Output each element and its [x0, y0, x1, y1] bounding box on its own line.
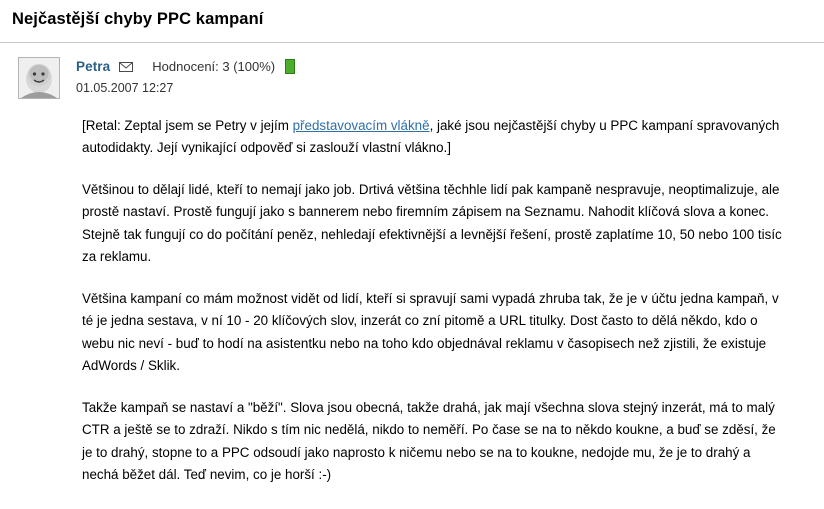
paragraph-text: Většinou to dělají lidé, kteří to nemají jako job. Drtivá většina těchhle lidí pak kampaně nespravuje, neoptimalizuje, ale prostě nastaví. Prostě fungují jako s bannerem nebo firemním zápisem na Seznamu. Nahodit klíčová slova a konec. Stejně tak fungují co do počítání peněz, nehledají efektivnější a levnější řešení, prostě zaplatíme 10, 50 nebo 100 tisíc za reklamu. — [82, 181, 782, 265]
meta-line — [76, 58, 295, 76]
post-body — [82, 115, 787, 487]
rating-bar-indicator — [285, 59, 295, 74]
post-container — [0, 43, 824, 487]
title-bar — [0, 0, 824, 30]
post-meta — [76, 57, 295, 95]
rating-label: Hodnocení: 3 (100%) — [152, 59, 276, 75]
post-paragraph — [82, 397, 787, 487]
envelope-icon[interactable] — [119, 62, 133, 72]
paragraph-text: Většina kampaní co mám možnost vidět od lidí, kteří si spravují sami vypadá zhruba tak, že je v účtu jedna kampaň, v té je jedna sestava, v ní 10 - 20 klíčových slov, inzerát co zní pitomě a URL titulky. Dost často to dělá někdo, kdo o webu nic neví - buď to hodí na asistentku nebo na toho kdo objednával reklamu v časopisech než zjistili, že existuje AdWords / Sklik. — [82, 290, 779, 374]
post-paragraph — [82, 288, 787, 378]
avatar — [18, 57, 60, 99]
page-title: Nejčastější chyby PPC kampaní — [12, 10, 264, 28]
post-paragraph — [82, 179, 787, 269]
post-paragraph — [82, 115, 787, 160]
paragraph-text: [Retal: Zeptal jsem se Petry v jejím — [82, 117, 293, 133]
post-date: 01.05.2007 12:27 — [76, 80, 174, 95]
paragraph-text: , jaké jsou nejčastější chyby u PPC kampaní spravovaných autodidakty. Její vynikající odpověď si zaslouží vlastní vlákno.] — [82, 117, 780, 156]
author-name[interactable]: Petra — [76, 59, 111, 75]
paragraph-text: Takže kampaň se nastaví a "běží". Slova jsou obecná, takže drahá, jak mají všechna slova stejný inzerát, má to malý CTR a ještě se to zdraží. Nikdo s tím nic nedělá, nikdo to neměří. Po čase se na to někdo koukne, a buď se zděsí, že je to drahý, stopne to a PPC odsoudí jako naprosto k ničemu nebo se na to koukne, nedojde mu, že je to drahý a nechá běžet dál. Teď nevim, co je horší :-) — [82, 399, 776, 483]
post-header — [18, 57, 806, 99]
inline-link[interactable]: představovacím vlákně — [292, 117, 430, 133]
